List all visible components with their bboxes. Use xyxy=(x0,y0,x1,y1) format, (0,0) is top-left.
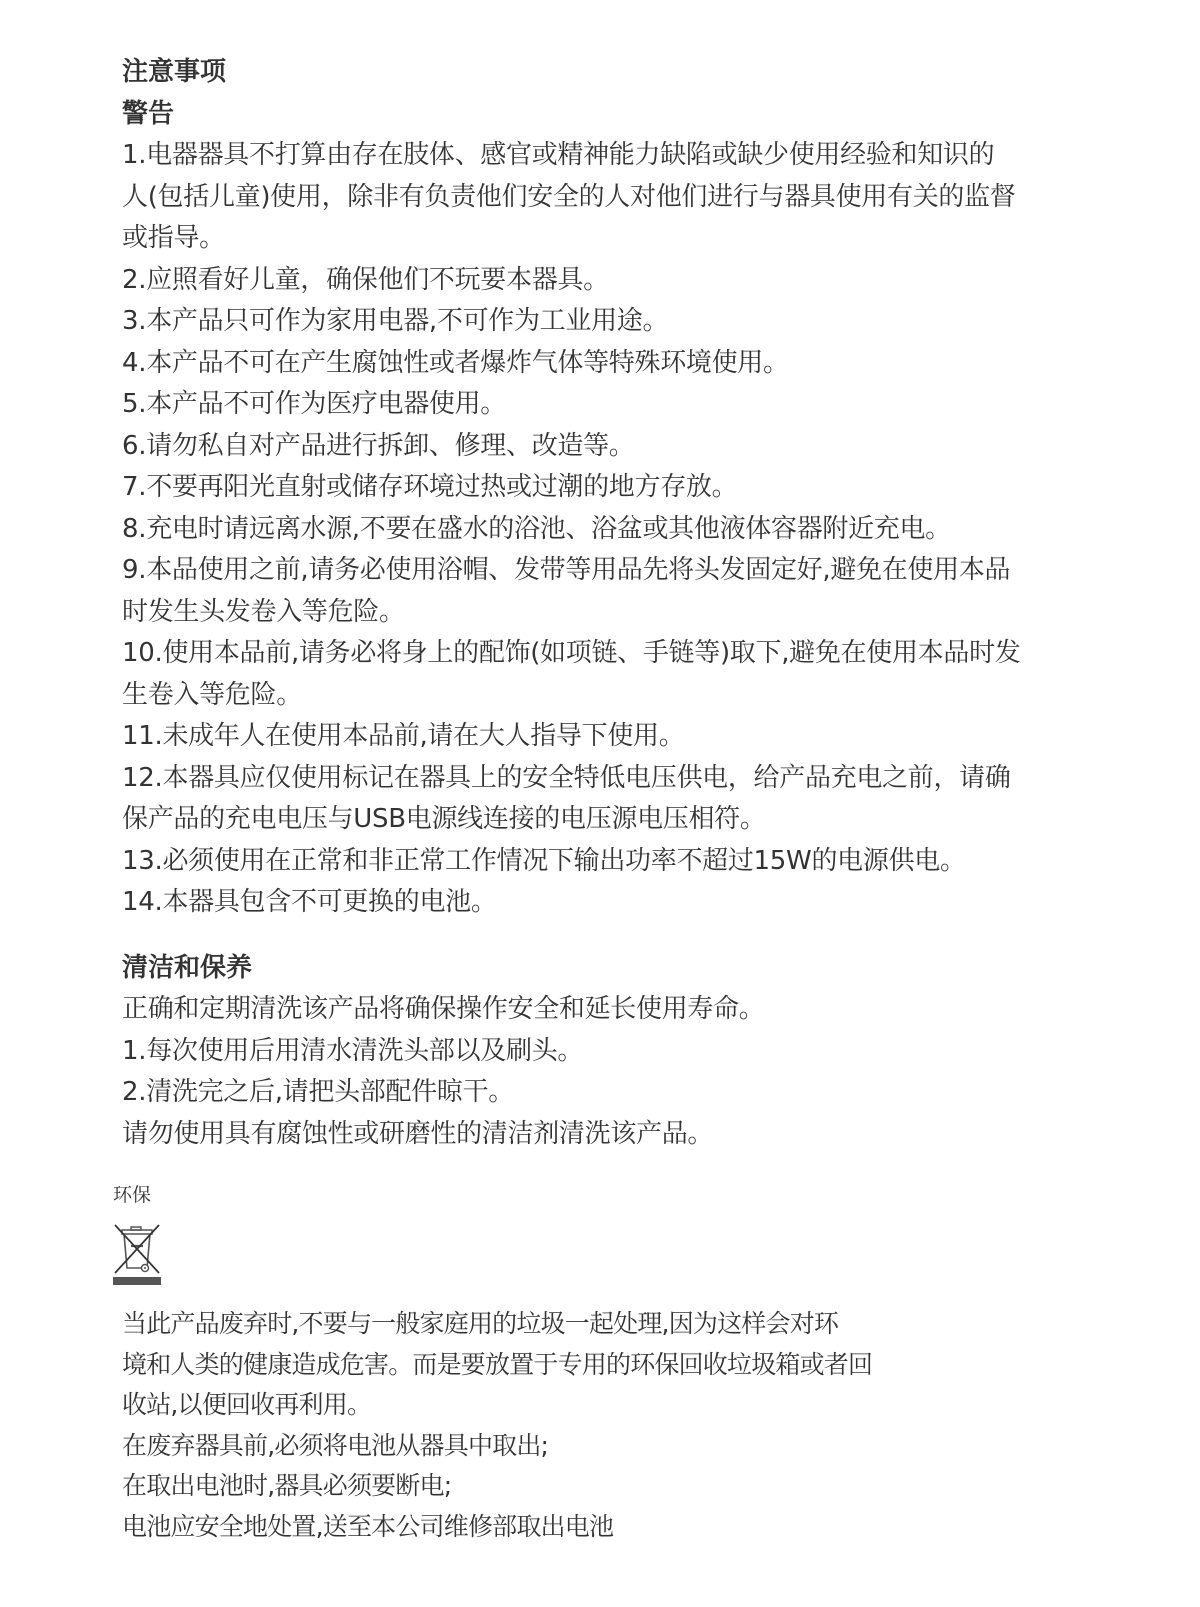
warning-line: 13.必须使用在正常和非正常工作情况下输出功率不超过15W的电源供电。 xyxy=(122,845,966,876)
cleaning-line: 1.每次使用后用清水清洗头部以及刷头。 xyxy=(122,1035,584,1066)
warning-line: 1.电器器具不打算由存在肢体、感官或精神能力缺陷或缺少使用经验和知识的 xyxy=(122,140,995,170)
warning-line: 人(包括儿童)使用，除非有负责他们安全的人对他们进行与器具使用有关的监督 xyxy=(122,181,1016,212)
warning-line: 时发生头发卷入等危险。 xyxy=(122,596,405,627)
warning-line: 保产品的充电电压与USB电源线连接的电压源电压相符。 xyxy=(122,804,766,834)
cleaning-line: 2.清洗完之后,请把头部配件晾干。 xyxy=(122,1077,514,1107)
cleaning-line: 正确和定期清洗该产品将确保操作安全和延长使用寿命。 xyxy=(122,994,765,1024)
environment-line: 在取出电池时,器具必须要断电; xyxy=(122,1471,452,1500)
section-spacer xyxy=(122,924,1122,948)
environment-line: 在废弃器具前,必须将电池从器具中取出; xyxy=(122,1430,549,1460)
warning-line: 9.本品使用之前,请务必使用浴帽、发带等用品先将头发固定好,避免在使用本品 xyxy=(122,555,1011,585)
warning-line: 7.不要再阳光直射或储存环境过热或过潮的地方存放。 xyxy=(122,472,738,502)
environment-line: 收站,以便回收再利用。 xyxy=(122,1390,372,1419)
weee-crossed-bin-icon xyxy=(113,1224,161,1286)
environment-text xyxy=(122,1304,872,1547)
environment-section xyxy=(113,1180,161,1286)
warning-line: 4.本产品不可在产生腐蚀性或者爆炸气体等特殊环境使用。 xyxy=(122,347,789,378)
environment-line: 电池应安全地处置,送至本公司维修部取出电池 xyxy=(122,1511,614,1541)
cleaning-line: 请勿使用具有腐蚀性或研磨性的清洁剂清洗该产品。 xyxy=(122,1118,714,1149)
warning-line: 12.本器具应仅使用标记在器具上的安全特低电压供电，给产品充电之前，请确 xyxy=(122,762,1011,793)
warning-title: 警告 xyxy=(122,98,175,129)
precautions-title: 注意事项 xyxy=(122,57,227,87)
warning-line: 14.本器具包含不可更换的电池。 xyxy=(122,887,497,917)
warning-line: 3.本产品只可作为家用电器,不可作为工业用途。 xyxy=(122,306,669,336)
warning-line: 5.本产品不可作为医疗电器使用。 xyxy=(122,389,507,419)
environment-line: 境和人类的健康造成危害。而是要放置于专用的环保回收垃圾箱或者回 xyxy=(122,1349,873,1379)
cleaning-title: 清洁和保养 xyxy=(122,952,253,983)
warning-line: 11.未成年人在使用本品前,请在大人指导下使用。 xyxy=(122,721,685,751)
warning-line: 8.充电时请远离水源,不要在盛水的浴池、浴盆或其他液体容器附近充电。 xyxy=(122,513,951,544)
warning-line: 2.应照看好儿童，确保他们不玩要本器具。 xyxy=(122,264,609,295)
manual-page xyxy=(122,52,1122,1155)
environment-title: 环保 xyxy=(113,1184,152,1206)
cleaning-list xyxy=(122,989,1122,1155)
warning-line: 10.使用本品前,请务必将身上的配饰(如项链、手链等)取下,避免在使用本品时发 xyxy=(122,638,1021,668)
warning-list xyxy=(122,135,1122,924)
warning-line: 或指导。 xyxy=(122,223,225,253)
warning-line: 生卷入等危险。 xyxy=(122,679,302,710)
warning-line: 6.请勿私自对产品进行拆卸、修理、改造等。 xyxy=(122,430,635,461)
environment-line: 当此产品废弃时,不要与一般家庭用的垃圾一起处理,因为这样会对环 xyxy=(122,1309,839,1338)
